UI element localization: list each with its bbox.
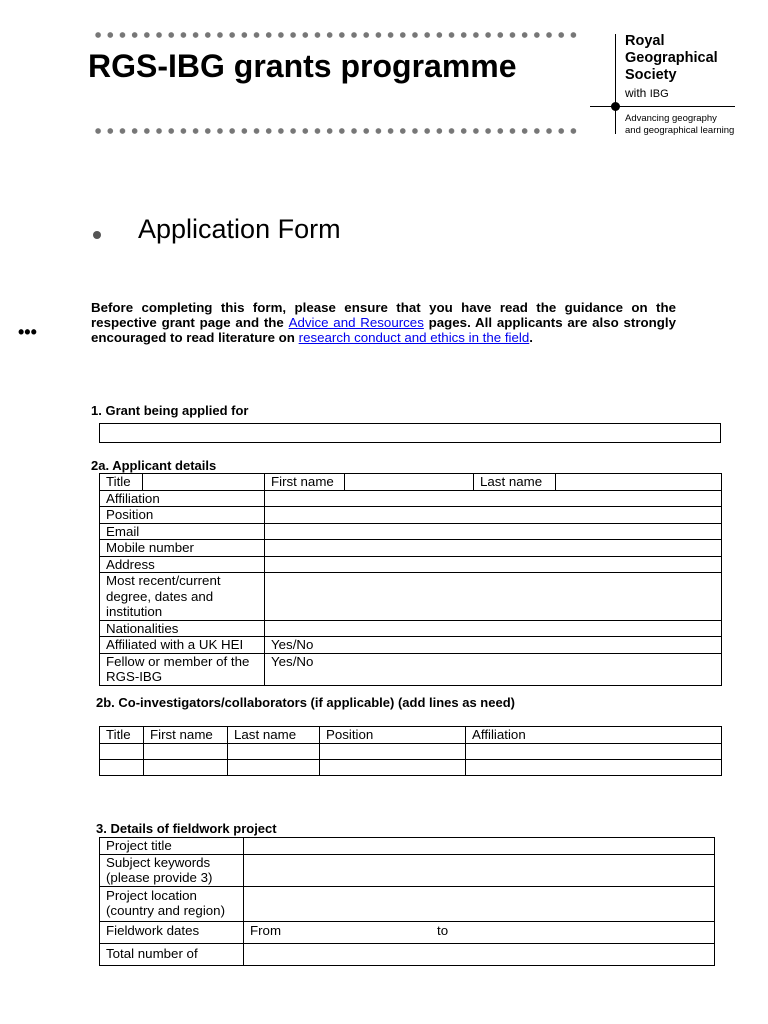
column-header: Last name — [228, 727, 320, 744]
table-row — [100, 854, 715, 886]
table-row — [100, 556, 722, 573]
address-label: Address — [100, 556, 265, 573]
document-title: RGS-IBG grants programme — [88, 48, 517, 84]
table-row — [100, 573, 722, 621]
logo-vertical-line — [615, 34, 616, 134]
title-label: Title — [100, 474, 143, 491]
input-cell[interactable] — [228, 743, 320, 759]
position-label: Position — [100, 507, 265, 524]
keywords-label: Subject keywords (please provide 3) — [100, 854, 244, 886]
table-row — [100, 921, 715, 943]
intro-paragraph — [91, 300, 676, 345]
fieldwork-dates-input-cell[interactable] — [244, 921, 715, 943]
logo-tagline — [625, 113, 734, 137]
location-label: Project location (country and region) — [100, 886, 244, 921]
nationalities-label: Nationalities — [100, 620, 265, 637]
input-cell[interactable] — [320, 759, 466, 775]
column-header: Position — [320, 727, 466, 744]
logo-tagline-line: Advancing geography — [625, 113, 717, 124]
table-row — [100, 620, 722, 637]
section-2b-title: 2b. Co-investigators/collaborators (if applicable) (add lines as need) — [96, 695, 515, 710]
total-number-label: Total number of — [100, 943, 244, 965]
to-label: to — [437, 922, 449, 938]
fieldwork-table — [99, 837, 715, 966]
first-name-label: First name — [265, 474, 345, 491]
logo-tagline-line: and geographical learning — [625, 125, 735, 136]
column-header: Affiliation — [466, 727, 722, 744]
top-dotted-rule — [92, 32, 578, 38]
project-title-input-cell[interactable] — [244, 838, 715, 855]
section-2a-title: 2a. Applicant details — [91, 458, 217, 473]
mobile-label: Mobile number — [100, 540, 265, 557]
first-name-input-cell[interactable] — [345, 474, 474, 491]
co-investigators-table — [99, 726, 722, 776]
section-1-title: 1. Grant being applied for — [91, 403, 249, 418]
logo-name — [625, 33, 718, 84]
logo-ibg: IBG — [649, 88, 669, 100]
table-row — [100, 540, 722, 557]
column-header: First name — [144, 727, 228, 744]
table-row — [100, 743, 722, 759]
fellow-label: Fellow or member of the RGS-IBG — [100, 653, 265, 685]
input-cell[interactable] — [100, 759, 144, 775]
input-cell[interactable] — [466, 743, 722, 759]
table-row — [100, 474, 722, 491]
grant-input-box[interactable] — [99, 423, 721, 443]
fieldwork-dates-label: Fieldwork dates — [100, 921, 244, 943]
table-row — [100, 886, 715, 921]
input-cell[interactable] — [466, 759, 722, 775]
table-row — [100, 523, 722, 540]
intro-text: . — [529, 330, 533, 345]
from-label: From — [250, 922, 282, 938]
table-row — [100, 490, 722, 507]
logo-with: with — [625, 86, 647, 100]
table-row — [100, 759, 722, 775]
table-row — [100, 727, 722, 744]
page-heading: Application Form — [138, 214, 341, 244]
more-options-icon[interactable]: ••• — [18, 322, 37, 342]
applicant-details-table — [99, 473, 722, 686]
advice-resources-link[interactable]: Advice and Resources — [288, 315, 424, 330]
table-row — [100, 507, 722, 524]
input-cell[interactable] — [144, 759, 228, 775]
address-input-cell[interactable] — [265, 556, 722, 573]
degree-label: Most recent/current degree, dates and institution — [100, 573, 265, 621]
project-title-label: Project title — [100, 838, 244, 855]
position-input-cell[interactable] — [265, 507, 722, 524]
input-cell[interactable] — [100, 743, 144, 759]
input-cell[interactable] — [144, 743, 228, 759]
intro-text: Before completing this form, please ensure that you have read the guidance on the respective grant page and the — [91, 300, 676, 330]
logo-dot-icon — [611, 102, 620, 111]
title-input-cell[interactable] — [143, 474, 265, 491]
last-name-input-cell[interactable] — [556, 474, 722, 491]
research-ethics-link[interactable]: research conduct and ethics in the field — [298, 330, 530, 345]
nationalities-input-cell[interactable] — [265, 620, 722, 637]
fellow-input-cell[interactable]: Yes/No — [265, 653, 722, 685]
last-name-label: Last name — [474, 474, 556, 491]
location-input-cell[interactable] — [244, 886, 715, 921]
bottom-dotted-rule — [92, 128, 578, 134]
email-label: Email — [100, 523, 265, 540]
email-input-cell[interactable] — [265, 523, 722, 540]
total-number-input-cell[interactable] — [244, 943, 715, 965]
affiliation-input-cell[interactable] — [265, 490, 722, 507]
degree-input-cell[interactable] — [265, 573, 722, 621]
logo-line-society: Society — [625, 67, 677, 83]
table-row — [100, 637, 722, 654]
input-cell[interactable] — [320, 743, 466, 759]
keywords-input-cell[interactable] — [244, 854, 715, 886]
mobile-input-cell[interactable] — [265, 540, 722, 557]
section-3-title: 3. Details of fieldwork project — [96, 821, 277, 836]
bullet-icon — [93, 231, 101, 239]
affiliation-label: Affiliation — [100, 490, 265, 507]
logo-line-royal: Royal — [625, 33, 665, 49]
table-row — [100, 653, 722, 685]
table-row — [100, 838, 715, 855]
input-cell[interactable] — [228, 759, 320, 775]
uk-hei-label: Affiliated with a UK HEI — [100, 637, 265, 654]
logo-with-ibg — [625, 86, 669, 101]
column-header: Title — [100, 727, 144, 744]
logo-line-geographical: Geographical — [625, 50, 718, 66]
uk-hei-input-cell[interactable]: Yes/No — [265, 637, 722, 654]
table-row — [100, 943, 715, 965]
intro-text: pages. All applicants are also strongly encouraged to read literature on — [91, 315, 676, 345]
